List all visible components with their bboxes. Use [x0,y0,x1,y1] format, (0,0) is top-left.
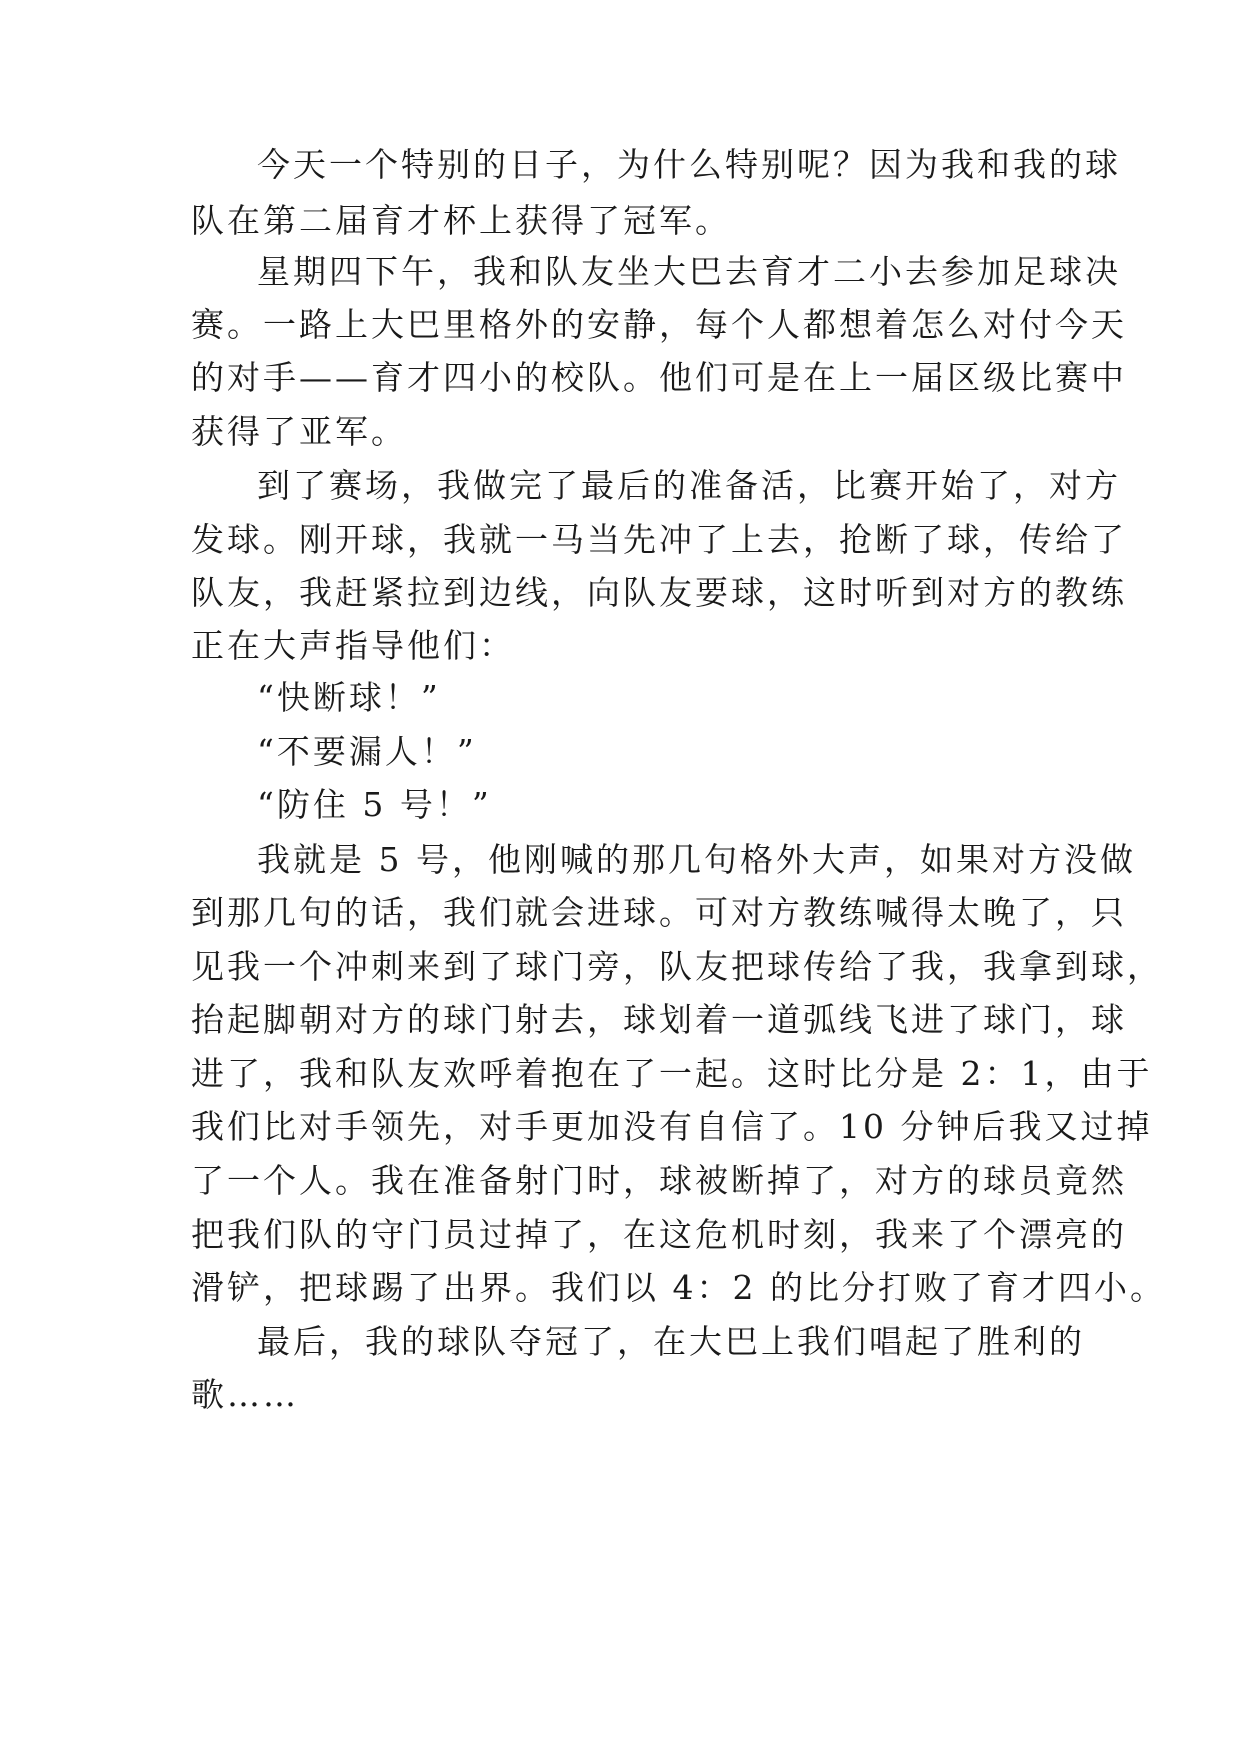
text-line: 到了赛场，我做完了最后的准备活，比赛开始了，对方 [257,466,1121,505]
text-line: 星期四下午，我和队友坐大巴去育才二小去参加足球决 [257,252,1121,291]
text-line: 抬起脚朝对方的球门射去，球划着一道弧线飞进了球门，球 [191,1000,1127,1039]
text-line: 进了，我和队友欢呼着抱在了一起。这时比分是 2：1，由于 [191,1054,1153,1093]
text-line: 最后，我的球队夺冠了，在大巴上我们唱起了胜利的 [257,1322,1085,1361]
text-line: 见我一个冲刺来到了球门旁，队友把球传给了我，我拿到球， [191,947,1163,986]
text-line: 队友，我赶紧拉到边线，向队友要球，这时听到对方的教练 [191,573,1127,612]
text-line: 发球。刚开球，我就一马当先冲了上去，抢断了球，传给了 [191,520,1127,559]
text-line: 歌…… [191,1375,299,1414]
text-line: 滑铲，把球踢了出界。我们以 4：2 的比分打败了育才四小。 [191,1268,1166,1307]
text-line: 正在大声指导他们： [191,626,515,665]
text-line: 到那几句的话，我们就会进球。可对方教练喊得太晚了，只 [191,893,1127,932]
text-line: 了一个人。我在准备射门时，球被断掉了，对方的球员竟然 [191,1161,1127,1200]
text-line: 今天一个特别的日子，为什么特别呢？因为我和我的球 [257,145,1121,184]
text-line: 的对手——育才四小的校队。他们可是在上一届区级比赛中 [191,358,1127,397]
text-line: “快断球！” [257,678,441,717]
text-line: “不要漏人！” [257,732,477,771]
text-line: 赛。一路上大巴里格外的安静，每个人都想着怎么对付今天 [191,305,1127,344]
text-line: 队在第二届育才杯上获得了冠军。 [191,201,731,240]
text-line: “防住 5 号！” [257,785,492,824]
text-line: 我们比对手领先，对手更加没有自信了。10 分钟后我又过掉 [191,1107,1153,1146]
text-line: 我就是 5 号，他刚喊的那几句格外大声，如果对方没做 [257,840,1136,879]
text-line: 把我们队的守门员过掉了，在这危机时刻，我来了个漂亮的 [191,1215,1127,1254]
text-line: 获得了亚军。 [191,412,407,451]
